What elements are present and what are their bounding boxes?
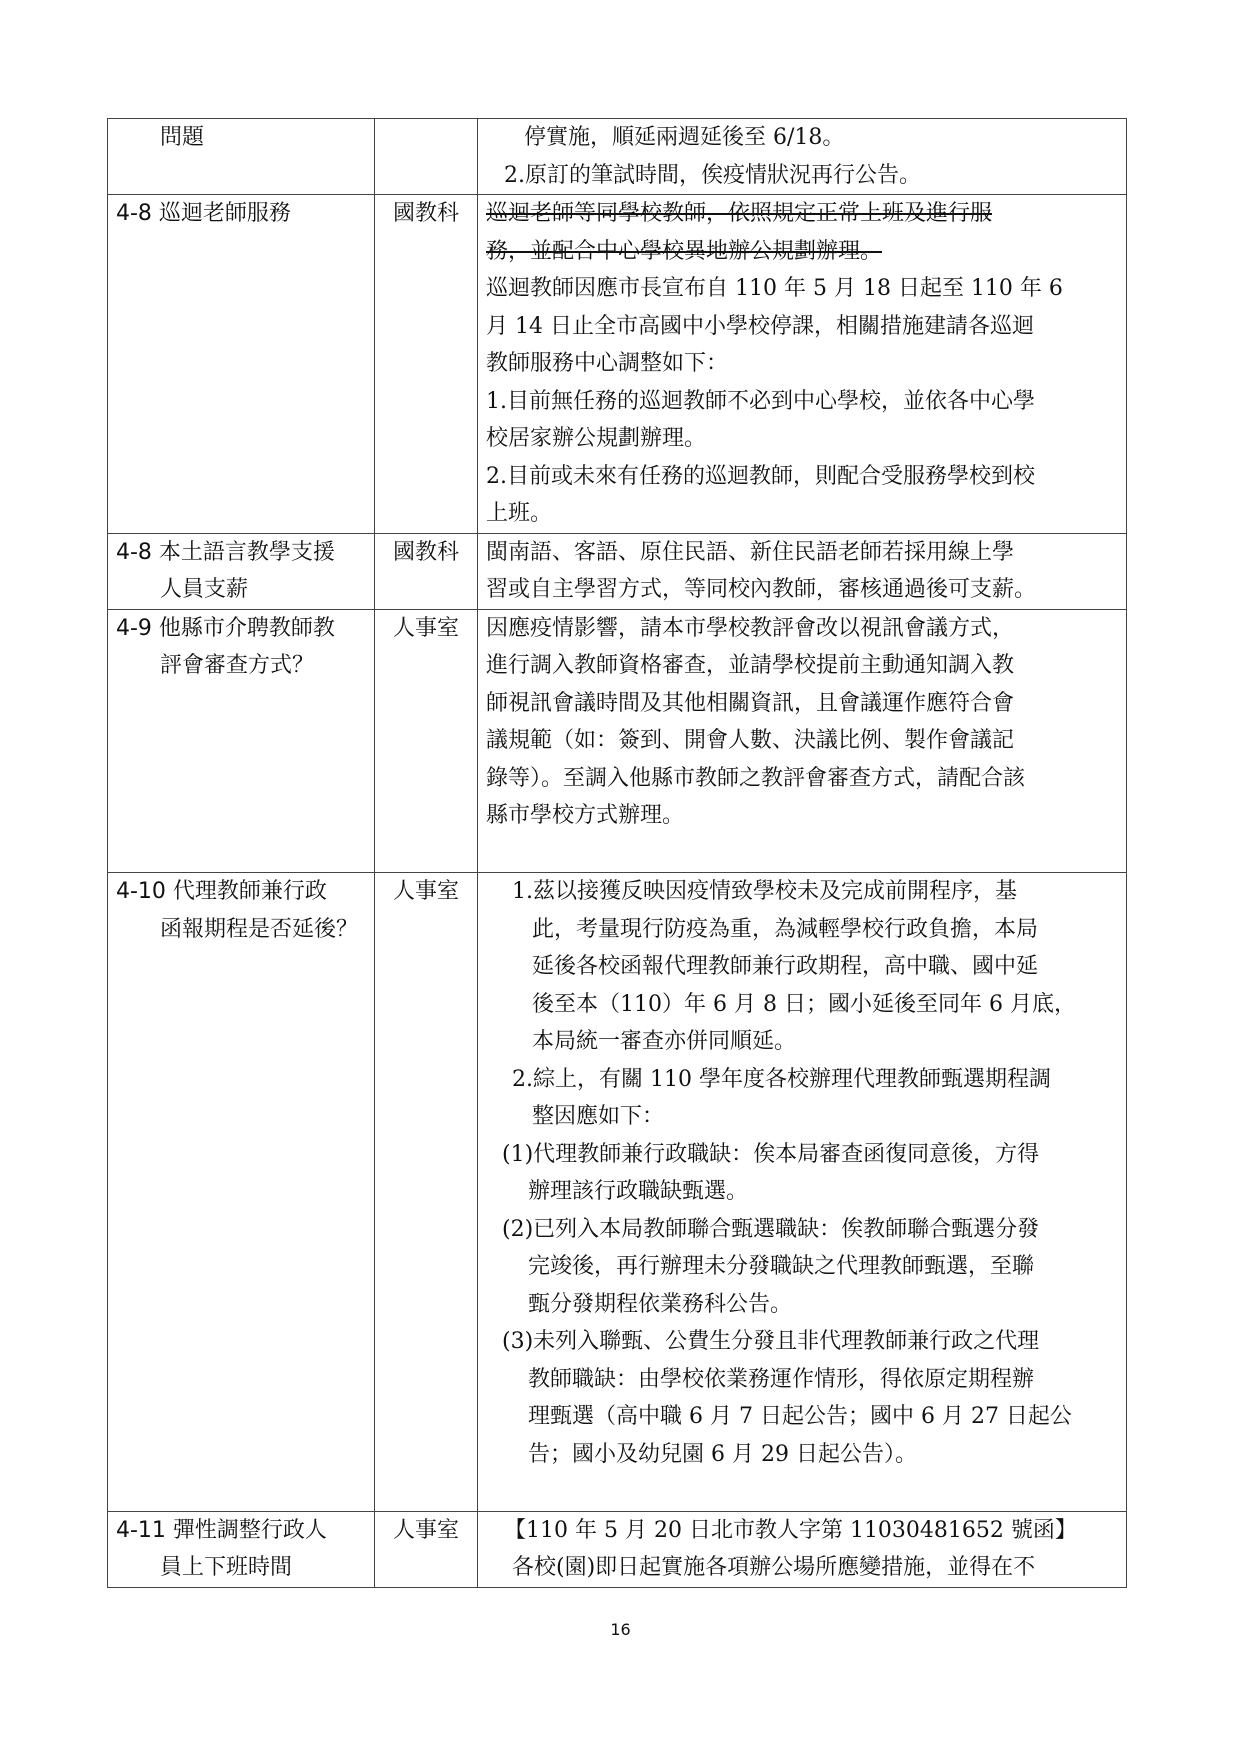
department-cell	[375, 609, 478, 873]
department-cell	[375, 1511, 478, 1587]
description-line: 教師服務中心調整如下：	[486, 351, 729, 376]
department-label: 人事室	[392, 1517, 459, 1543]
description-line: 進行調入教師資格審查，並請學校提前主動通知調入教	[486, 653, 1015, 678]
description-line: 甄分發期程依業務科公告。	[528, 1291, 793, 1317]
department-label	[383, 119, 469, 157]
topic-cell	[108, 119, 375, 195]
description-line: 告；國小及幼兒園 6 月 29 日起公告）。	[528, 1441, 917, 1467]
description-line: 巡迴教師因應市長宣布自 110 年 5 月 18 日起至 110 年 6	[486, 276, 1063, 301]
description-line	[486, 835, 1118, 873]
description-cell	[478, 195, 1127, 534]
description-cell	[478, 1511, 1127, 1587]
description-line: 校居家辦公規劃辦理。	[486, 426, 707, 451]
description-line: 閩南語、客語、原住民語、新住民語老師若採用線上學	[486, 539, 1015, 565]
description-line: 2.綜上，有關 110 學年度各校辦理代理教師甄選期程調	[512, 1066, 1051, 1092]
description-line: 因應疫情影響，請本市學校教評會改以視訊會議方式，	[486, 615, 1015, 641]
department-label: 人事室	[392, 615, 459, 641]
department-cell	[375, 533, 478, 609]
page-number: 16	[610, 1620, 631, 1639]
description-line: 師視訊會議時間及其他相關資訊，且會議運作應符合會	[486, 690, 1015, 716]
description-line: 1.茲以接獲反映因疫情致學校未及完成前開程序，基	[512, 879, 1017, 904]
description-line: 2.目前或未來有任務的巡迴教師，則配合受服務學校到校	[486, 463, 1035, 489]
description-line: 辦理該行政職缺甄選。	[528, 1179, 749, 1204]
description-line: 各校(園)即日起實施各項辦公場所應變措施，並得在不	[512, 1555, 1036, 1580]
description-cell	[478, 609, 1127, 873]
topic-line: 4-10 代理教師兼行政	[116, 879, 327, 904]
topic-line: 函報期程是否延後？	[160, 916, 359, 942]
topic-cell	[108, 873, 375, 1512]
topic-line: 員上下班時間	[160, 1555, 293, 1580]
description-line: 整因應如下：	[532, 1104, 665, 1129]
topic-line: 4-8 本土語言教學支援	[116, 539, 335, 565]
description-line: (2)已列入本局教師聯合甄選職缺：俟教師聯合甄選分發	[502, 1216, 1040, 1242]
description-line: 巡迴老師等同學校教師，依照規定正常上班及進行服	[486, 201, 993, 226]
table-row	[108, 1511, 1127, 1587]
description-line: 2.原訂的筆試時間，俟疫情狀況再行公告。	[504, 162, 921, 188]
description-line: 停實施，順延兩週延後至 6/18。	[524, 125, 845, 150]
description-line: 上班。	[486, 501, 553, 526]
description-line: 延後各校函報代理教師兼行政期程，高中職、國中延	[532, 954, 1039, 979]
department-label: 國教科	[392, 539, 459, 565]
topic-cell	[108, 1511, 375, 1587]
description-cell	[478, 533, 1127, 609]
table-row	[108, 609, 1127, 873]
department-cell	[375, 195, 478, 534]
topic-cell	[108, 533, 375, 609]
table-row	[108, 533, 1127, 609]
table-row	[108, 195, 1127, 534]
description-line: 務，並配合中心學校異地辦公規劃辦理。	[486, 238, 883, 264]
description-line: 議規範（如：簽到、開會人數、決議比例、製作會議記	[486, 728, 1015, 753]
topic-line: 4-8 巡迴老師服務	[116, 201, 291, 226]
topic-line: 人員支薪	[160, 577, 249, 602]
description-line: 月 14 日止全市高國中小學校停課，相關措施建請各巡迴	[486, 313, 1034, 339]
department-label: 人事室	[392, 879, 459, 904]
description-line: 教師職缺：由學校依業務運作情形，得依原定期程辦	[528, 1366, 1035, 1392]
description-line: 1.目前無任務的巡迴教師不必到中心學校，並依各中心學	[486, 388, 1035, 414]
description-cell	[478, 873, 1127, 1512]
description-line: 縣市學校方式辦理。	[486, 803, 685, 828]
description-line: 理甄選（高中職 6 月 7 日起公告；國中 6 月 27 日起公	[528, 1404, 1072, 1429]
department-cell	[375, 873, 478, 1512]
topic-line: 問題	[160, 125, 205, 150]
description-line: 習或自主學習方式，等同校內教師，審核通過後可支薪。	[486, 577, 1037, 602]
topic-line: 評會審查方式？	[160, 653, 315, 678]
topic-line: 4-9 他縣市介聘教師教	[116, 615, 335, 641]
topic-line: 4-11 彈性調整行政人	[116, 1517, 327, 1543]
content-table	[107, 118, 1127, 1588]
table-body	[108, 119, 1127, 1588]
description-line: 本局統一審查亦併同順延。	[532, 1029, 797, 1054]
table-row	[108, 119, 1127, 195]
description-line: 錄等）。至調入他縣市教師之教評會審查方式，請配合該	[486, 765, 1026, 791]
description-line: 此，考量現行防疫為重，為減輕學校行政負擔，本局	[532, 916, 1039, 942]
description-line: (3)未列入聯甄、公費生分發且非代理教師兼行政之代理	[502, 1329, 1040, 1354]
description-line: (1)代理教師兼行政職缺：俟本局審查函復同意後，方得	[502, 1141, 1040, 1167]
description-line: 完竣後，再行辦理未分發職缺之代理教師甄選，至聯	[528, 1254, 1035, 1279]
description-line	[486, 1473, 1118, 1511]
department-label: 國教科	[392, 201, 459, 226]
department-cell	[375, 119, 478, 195]
description-cell	[478, 119, 1127, 195]
table-row	[108, 873, 1127, 1512]
topic-cell	[108, 195, 375, 534]
description-line: 【110 年 5 月 20 日北市教人字第 11030481652 號函】	[504, 1517, 1077, 1543]
topic-cell	[108, 609, 375, 873]
description-line: 後至本（110）年 6 月 8 日；國小延後至同年 6 月底，	[532, 991, 1076, 1017]
